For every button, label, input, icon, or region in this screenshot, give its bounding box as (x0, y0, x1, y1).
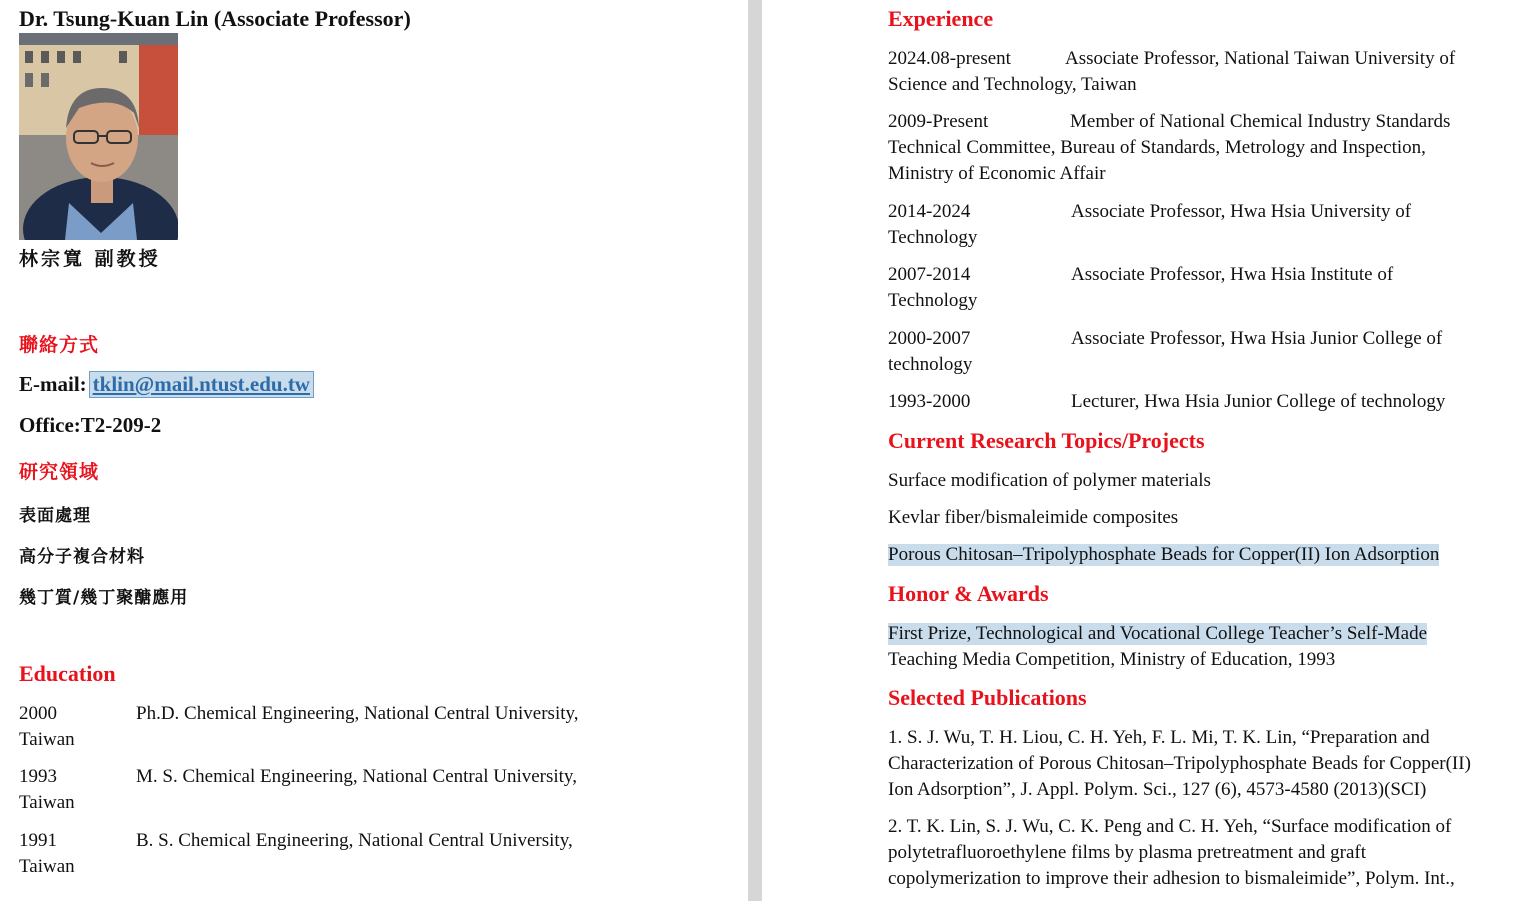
research-field-item: 表面處理 (19, 506, 91, 526)
experience-period: 2024.08-present (888, 48, 1011, 69)
research-topics-heading: Current Research Topics/Projects (888, 428, 1205, 453)
experience-role: Associate Professor, Hwa Hsia Junior College of (1071, 328, 1443, 349)
publication-line: 2. T. K. Lin, S. J. Wu, C. K. Peng and C. H. Yeh, “Surface modification of (888, 816, 1452, 837)
education-year: 1991 (19, 830, 57, 851)
page-divider (748, 0, 762, 901)
publication-line: Ion Adsorption”, J. Appl. Polym. Sci., 127 (6), 4573-4580 (2013)(SCI) (888, 779, 1427, 800)
research-field-item: 幾丁質/幾丁聚醣應用 (19, 588, 189, 608)
research-field-item: 高分子複合材料 (19, 547, 145, 567)
experience-role-cont: Technology (888, 227, 978, 248)
right-page (762, 0, 1521, 901)
education-year: 1993 (19, 766, 57, 787)
honor-item-cont: Teaching Media Competition, Ministry of Education, 1993 (888, 649, 1336, 670)
experience-role-cont: technology (888, 354, 973, 375)
experience-period: 2014-2024 (888, 201, 971, 222)
publication-line: 1. S. J. Wu, T. H. Liou, C. H. Yeh, F. L. Mi, T. K. Lin, “Preparation and (888, 727, 1430, 748)
experience-role: Lecturer, Hwa Hsia Junior College of technology (1071, 391, 1446, 412)
education-degree: Ph.D. Chemical Engineering, National Central University, (136, 703, 579, 724)
publication-line: Characterization of Porous Chitosan–Tripolyphosphate Beads for Copper(II) (888, 753, 1471, 774)
honor-heading: Honor & Awards (888, 581, 1049, 606)
experience-role: Associate Professor, National Taiwan University of (1065, 48, 1456, 69)
contact-heading: 聯絡方式 (19, 334, 100, 356)
experience-period: 1993-2000 (888, 391, 971, 412)
honor-item: First Prize, Technological and Vocational College Teacher’s Self-Made (888, 623, 1428, 644)
experience-period: 2007-2014 (888, 264, 971, 285)
experience-role-cont: Technology (888, 290, 978, 311)
office-info: Office:T2-209-2 (19, 413, 162, 437)
experience-role: Associate Professor, Hwa Hsia University of (1071, 201, 1412, 222)
experience-period: 2000-2007 (888, 328, 971, 349)
research-fields-heading: 研究領域 (19, 461, 100, 483)
education-degree-cont: Taiwan (19, 856, 75, 877)
email-row (19, 371, 314, 398)
left-page (0, 0, 748, 901)
experience-heading: Experience (888, 6, 994, 31)
publications-heading: Selected Publications (888, 685, 1087, 710)
page-title: Dr. Tsung-Kuan Lin (Associate Professor) (19, 6, 411, 31)
education-degree-cont: Taiwan (19, 792, 75, 813)
profile-photo (19, 33, 178, 240)
publication-line: copolymerization to improve their adhesion to bismaleimide”, Polym. Int., (888, 868, 1455, 889)
email-label: E-mail: (19, 372, 87, 396)
publication-line: polytetrafluoroethylene films by plasma pretreatment and graft (888, 842, 1366, 863)
research-topic-item: Kevlar fiber/bismaleimide composites (888, 507, 1179, 528)
experience-role: Member of National Chemical Industry Standards (1070, 111, 1451, 132)
education-degree: M. S. Chemical Engineering, National Central University, (136, 766, 577, 787)
email-link[interactable]: tklin@mail.ntust.edu.tw (89, 371, 314, 398)
experience-role-cont: Science and Technology, Taiwan (888, 74, 1137, 95)
research-topic-item: Surface modification of polymer materials (888, 470, 1211, 491)
experience-role-cont: Technical Committee, Bureau of Standards, Metrology and Inspection, (888, 137, 1426, 158)
experience-period: 2009-Present (888, 111, 989, 132)
education-heading: Education (19, 661, 116, 686)
education-year: 2000 (19, 703, 57, 724)
research-topic-item: Porous Chitosan–Tripolyphosphate Beads for Copper(II) Ion Adsorption (888, 544, 1440, 565)
chinese-name: 林宗寬 副教授 (19, 248, 161, 270)
education-degree: B. S. Chemical Engineering, National Central University, (136, 830, 573, 851)
experience-role-cont: Ministry of Economic Affair (888, 163, 1106, 184)
education-degree-cont: Taiwan (19, 729, 75, 750)
experience-role: Associate Professor, Hwa Hsia Institute of (1071, 264, 1394, 285)
